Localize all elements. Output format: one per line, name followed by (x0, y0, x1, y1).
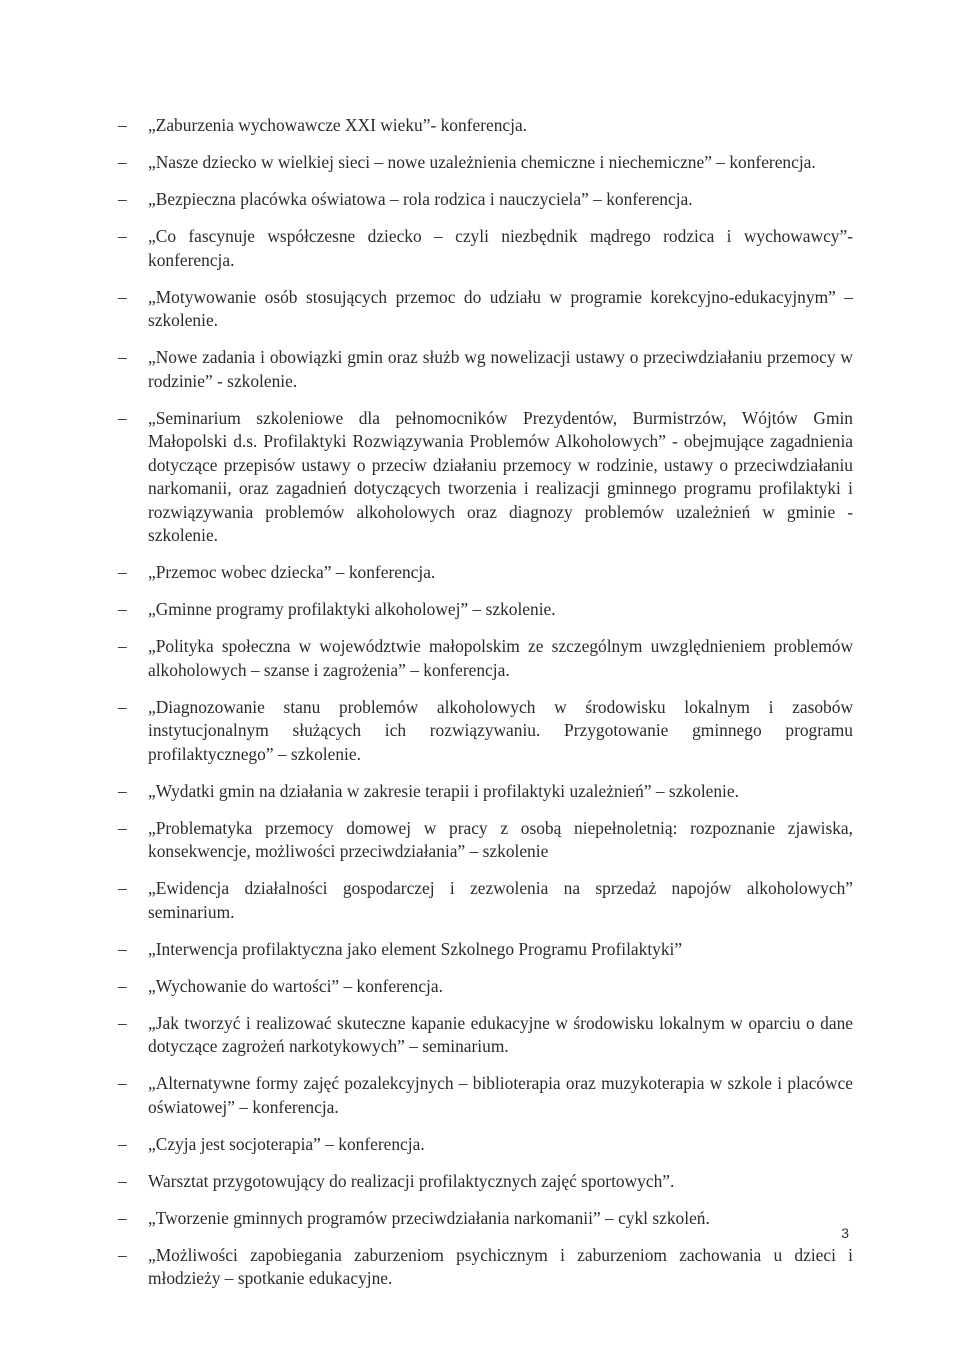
list-item (118, 975, 853, 999)
list-item-text: „Co fascynuje współczesne dziecko – czyli niezbędnik mądrego rodzica i wychowawcy”- konferencja. (148, 226, 853, 270)
list-item (118, 696, 853, 767)
list-item-text: „Nasze dziecko w wielkiej sieci – nowe uzależnienia chemiczne i niechemiczne” – konferencja. (148, 152, 816, 172)
bullet-dash: – (118, 817, 127, 838)
list-item (118, 598, 853, 622)
list-item-text: „Ewidencja działalności gospodarczej i zezwolenia na sprzedaż napojów alkoholowych” seminarium. (148, 878, 853, 922)
list-item (118, 151, 853, 175)
bullet-dash: – (118, 189, 127, 209)
list-item-text: „Wydatki gmin na działania w zakresie terapii i profilaktyki uzależnień” – szkolenie. (148, 780, 739, 801)
list-item (118, 780, 853, 804)
list-item-text: „Alternatywne formy zajęć pozalekcyjnych – biblioterapia oraz muzykoterapia w szkole i placówce oświatowej” – konferencja. (148, 1073, 853, 1117)
list-item-text: „Wychowanie do wartości” – konferencja. (148, 975, 443, 996)
list-item-text: „Nowe zadania i obowiązki gmin oraz służb wg nowelizacji ustawy o przeciwdziałaniu przemocy w rodzinie” - szkolenie. (148, 347, 853, 391)
bullet-dash: – (118, 115, 127, 135)
list-item-text: „Tworzenie gminnych programów przeciwdziałania narkomanii” – cykl szkoleń. (148, 1207, 710, 1228)
list-item-text: „Diagnozowanie stanu problemów alkoholowych w środowisku lokalnym i zasobów instytucjonalnym służących ich rozwiązywaniu. Przygotowanie gminnego programu profilaktycznego” – szkolenie. (148, 696, 853, 764)
bullet-dash: – (118, 1207, 127, 1228)
list-item (118, 1244, 853, 1291)
list-item-text: „Seminarium szkoleniowe dla pełnomocników Prezydentów, Burmistrzów, Wójtów Gmin Małopolski d.s. Profilaktyki Rozwiązywania Problemów Alkoholowych” - obejmujące zagadnienia dotyczące przepisów ustawy o przeciw działaniu przemocy w rodzinie, ustawy o przeciwdziałaniu narkomanii, oraz zagadnień dotyczących tworzenia i realizacji gminnego programu profilaktyki i rozwiązywania problemów alkoholowych oraz diagnozy problemów uzależnień w gminie - szkolenie. (148, 407, 853, 545)
bullet-dash: – (118, 938, 127, 959)
list-item-text: „Polityka społeczna w województwie małopolskim ze szczególnym uwzględnieniem problemów alkoholowych – szanse i zagrożenia” – konferencja. (148, 636, 853, 680)
bullet-dash: – (118, 1244, 127, 1265)
list-item (118, 225, 853, 272)
list-item-text: „Interwencja profilaktyczna jako element Szkolnego Programu Profilaktyki” (148, 938, 683, 959)
bullet-dash: – (118, 347, 127, 367)
list-item (118, 817, 853, 864)
list-item (118, 1012, 853, 1059)
list-item-text: „Problematyka przemocy domowej w pracy z osobą niepełnoletnią: rozpoznanie zjawiska, konsekwencje, możliwości przeciwdziałania” – szkolenie (148, 817, 853, 861)
bullet-dash: – (118, 1073, 127, 1093)
bullet-dash: – (118, 780, 127, 801)
bullet-dash: – (118, 286, 127, 307)
list-item (118, 114, 853, 138)
list-item (118, 877, 853, 924)
list-item (118, 188, 853, 212)
list-item (118, 407, 853, 548)
list-item (118, 561, 853, 585)
list-item (118, 1207, 853, 1231)
list-item-text: „Gminne programy profilaktyki alkoholowej” – szkolenie. (148, 599, 556, 619)
list-item (118, 286, 853, 333)
list-item-text: „Bezpieczna placówka oświatowa – rola rodzica i nauczyciela” – konferencja. (148, 189, 693, 209)
bullet-dash: – (118, 878, 127, 898)
list-item-text: „Zaburzenia wychowawcze XXI wieku”- konferencja. (148, 115, 528, 135)
bullet-dash: – (118, 1012, 127, 1033)
list-item-text: „Czyja jest socjoterapia” – konferencja. (148, 1133, 425, 1154)
bullet-dash: – (118, 975, 127, 996)
bullet-dash: – (118, 152, 127, 172)
list-item-text: „Przemoc wobec dziecka” – konferencja. (148, 562, 436, 582)
list-item-text: „Motywowanie osób stosujących przemoc do udziału w programie korekcyjno-edukacyjnym” – szkolenie. (148, 286, 853, 330)
list-item (118, 938, 853, 962)
page-number: 3 (841, 1225, 849, 1241)
list-item (118, 346, 853, 393)
bullet-dash: – (118, 407, 127, 428)
list-item (118, 1170, 853, 1194)
list-item (118, 1133, 853, 1157)
bullet-dash: – (118, 1133, 127, 1154)
list-item-text: „Jak tworzyć i realizować skuteczne kapanie edukacyjne w środowisku lokalnym w oparciu o dane dotyczące zagrożeń narkotykowych” – seminarium. (148, 1012, 853, 1056)
list-item (118, 635, 853, 682)
list-item-text: „Możliwości zapobiegania zaburzeniom psychicznym i zaburzeniom zachowania u dzieci i młodzieży – spotkanie edukacyjne. (148, 1244, 853, 1288)
training-list (118, 114, 853, 1304)
bullet-dash: – (118, 696, 127, 717)
bullet-dash: – (118, 636, 127, 656)
bullet-dash: – (118, 1170, 127, 1191)
bullet-dash: – (118, 562, 127, 582)
bullet-dash: – (118, 226, 127, 246)
list-item (118, 1072, 853, 1119)
list-item-text: Warsztat przygotowujący do realizacji profilaktycznych zajęć sportowych”. (148, 1170, 675, 1191)
bullet-dash: – (118, 599, 127, 619)
